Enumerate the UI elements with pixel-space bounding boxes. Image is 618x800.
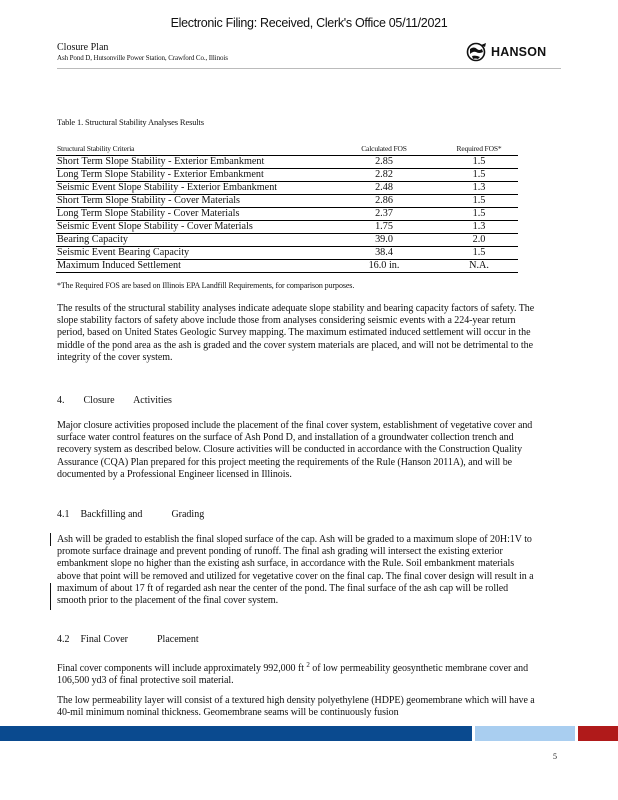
table-row bbox=[56, 247, 518, 260]
criteria-cell: Maximum Induced Settlement bbox=[56, 260, 328, 273]
section-title: Final Cover bbox=[80, 634, 128, 645]
required-fos-cell: 1.5 bbox=[440, 195, 518, 208]
footer-bar-blue bbox=[0, 726, 472, 741]
final-cover-paragraph bbox=[57, 659, 537, 687]
calculated-fos-cell: 2.86 bbox=[328, 195, 440, 208]
criteria-cell: Bearing Capacity bbox=[56, 234, 328, 247]
table-row bbox=[56, 195, 518, 208]
calculated-fos-cell: 16.0 in. bbox=[328, 260, 440, 273]
section-title-2: Placement bbox=[157, 634, 199, 645]
superscript: 2 bbox=[306, 661, 310, 669]
grading-paragraph: Ash will be graded to establish the final sloped surface of the cap. Ash will be graded to a maximum slope of 20H:1V to promote surface drainage and prevent ponding of runoff. The final ash grading will intersect the existing exterior embankment slope no higher than the existing ash surface, in accordance with the Rule. Soil embankment materials above that point will be removed and utilized for vegetative cover on the final cap. The final cover design will result in a maximum of about 17 ft of regarded ash near the center of the pond. The final surface of the ash cap will be rolled smooth prior to the placement of the final cover system. bbox=[57, 534, 534, 607]
calculated-fos-cell: 38.4 bbox=[328, 247, 440, 260]
section-number: 4.2 bbox=[57, 634, 70, 645]
page-number: 5 bbox=[553, 752, 557, 761]
required-fos-cell: 1.5 bbox=[440, 208, 518, 221]
criteria-cell: Short Term Slope Stability - Exterior Embankment bbox=[56, 156, 328, 169]
logo-text: HANSON bbox=[491, 45, 547, 59]
final-cover-text-cont: of low permeability geosynthetic membrane cover and 106,500 yd3 of final protective soil material. bbox=[57, 663, 529, 687]
section-title: Closure bbox=[83, 395, 115, 406]
calculated-fos-cell: 2.85 bbox=[328, 156, 440, 169]
criteria-cell: Long Term Slope Stability - Cover Materials bbox=[56, 208, 328, 221]
calculated-fos-cell: 2.48 bbox=[328, 182, 440, 195]
filing-stamp: Electronic Filing: Received, Clerk's Office 05/11/2021 bbox=[170, 16, 448, 30]
section-4-1-heading bbox=[57, 509, 204, 520]
calculated-fos-cell: 1.75 bbox=[328, 221, 440, 234]
criteria-cell: Short Term Slope Stability - Cover Materials bbox=[56, 195, 328, 208]
table-row bbox=[56, 156, 518, 169]
table-row bbox=[56, 208, 518, 221]
criteria-cell: Seismic Event Bearing Capacity bbox=[56, 247, 328, 260]
closure-activities-paragraph: Major closure activities proposed include the placement of the final cover system, establishment of vegetative cover and surface water control features on the surface of Ash Pond D, and installation of a groundwater collection trench and recovery system as described below. Closure activities will be conducted in accordance with the Construction Quality Assurance (CQA) Plan prepared for this project meeting the requirements of the Rule (Hanson 2011A), and will be documented by a Professional Engineer licensed in Illinois. bbox=[57, 420, 533, 480]
table-footnote: *The Required FOS are based on Illinois EPA Landfill Requirements, for comparison purposes. bbox=[57, 281, 355, 290]
section-title-2: Activities bbox=[133, 395, 172, 406]
calculated-fos-cell: 2.82 bbox=[328, 169, 440, 182]
section-4-heading bbox=[57, 395, 172, 406]
revision-change-bar bbox=[50, 533, 51, 546]
hanson-logo bbox=[466, 41, 561, 63]
header-title: Closure Plan bbox=[57, 42, 109, 53]
section-4-2-heading bbox=[57, 634, 199, 645]
header-divider bbox=[57, 68, 561, 69]
footer-bar-lightblue bbox=[475, 726, 575, 741]
table-row bbox=[56, 234, 518, 247]
footer-bar-red bbox=[578, 726, 618, 741]
column-header: Structural Stability Criteria bbox=[56, 143, 328, 156]
table-row bbox=[56, 260, 518, 273]
section-number: 4. bbox=[57, 395, 65, 406]
table-row bbox=[56, 182, 518, 195]
final-cover-text: Final cover components will include approximately 992,000 ft bbox=[57, 663, 304, 674]
criteria-cell: Long Term Slope Stability - Exterior Embankment bbox=[56, 169, 328, 182]
required-fos-cell: 1.3 bbox=[440, 221, 518, 234]
section-title-2: Grading bbox=[171, 509, 205, 520]
criteria-cell: Seismic Event Slope Stability - Exterior Embankment bbox=[56, 182, 328, 195]
calculated-fos-cell: 39.0 bbox=[328, 234, 440, 247]
required-fos-cell: N.A. bbox=[440, 260, 518, 273]
section-number: 4.1 bbox=[57, 509, 70, 520]
calculated-fos-cell: 2.37 bbox=[328, 208, 440, 221]
required-fos-cell: 1.5 bbox=[440, 247, 518, 260]
column-header: Required FOS* bbox=[440, 143, 518, 156]
stability-results-table bbox=[56, 143, 518, 273]
required-fos-cell: 1.5 bbox=[440, 156, 518, 169]
column-header: Calculated FOS bbox=[328, 143, 440, 156]
globe-hand-icon bbox=[466, 42, 488, 62]
table-row bbox=[56, 221, 518, 234]
table-header-row bbox=[56, 143, 518, 156]
footer-color-bar bbox=[0, 726, 618, 741]
criteria-cell: Seismic Event Slope Stability - Cover Materials bbox=[56, 221, 328, 234]
required-fos-cell: 2.0 bbox=[440, 234, 518, 247]
header-subtitle: Ash Pond D, Hutsonville Power Station, Crawford Co., Illinois bbox=[57, 54, 228, 62]
revision-change-bar bbox=[50, 583, 51, 610]
results-paragraph: The results of the structural stability analyses indicate adequate slope stability and bearing capacity factors of safety. The slope stability factors of safety above include those from analyses considering seismic events with a 224-year return period, based on United States Geologic Survey mapping. The maximum estimated induced settlement will occur in the middle of the pond area as the ash is graded and the cover system materials are placed, and will not be detrimental to the integrity of the cover system. bbox=[57, 303, 535, 363]
required-fos-cell: 1.3 bbox=[440, 182, 518, 195]
table-caption: Table 1. Structural Stability Analyses Results bbox=[57, 117, 204, 127]
section-title: Backfilling and bbox=[80, 509, 143, 520]
geomembrane-paragraph: The low permeability layer will consist of a textured high density polyethylene (HDPE) geomembrane which will have a 40-mil minimum nominal thickness. Geomembrane seams will be continuously fusion bbox=[57, 695, 535, 719]
table-row bbox=[56, 169, 518, 182]
required-fos-cell: 1.5 bbox=[440, 169, 518, 182]
